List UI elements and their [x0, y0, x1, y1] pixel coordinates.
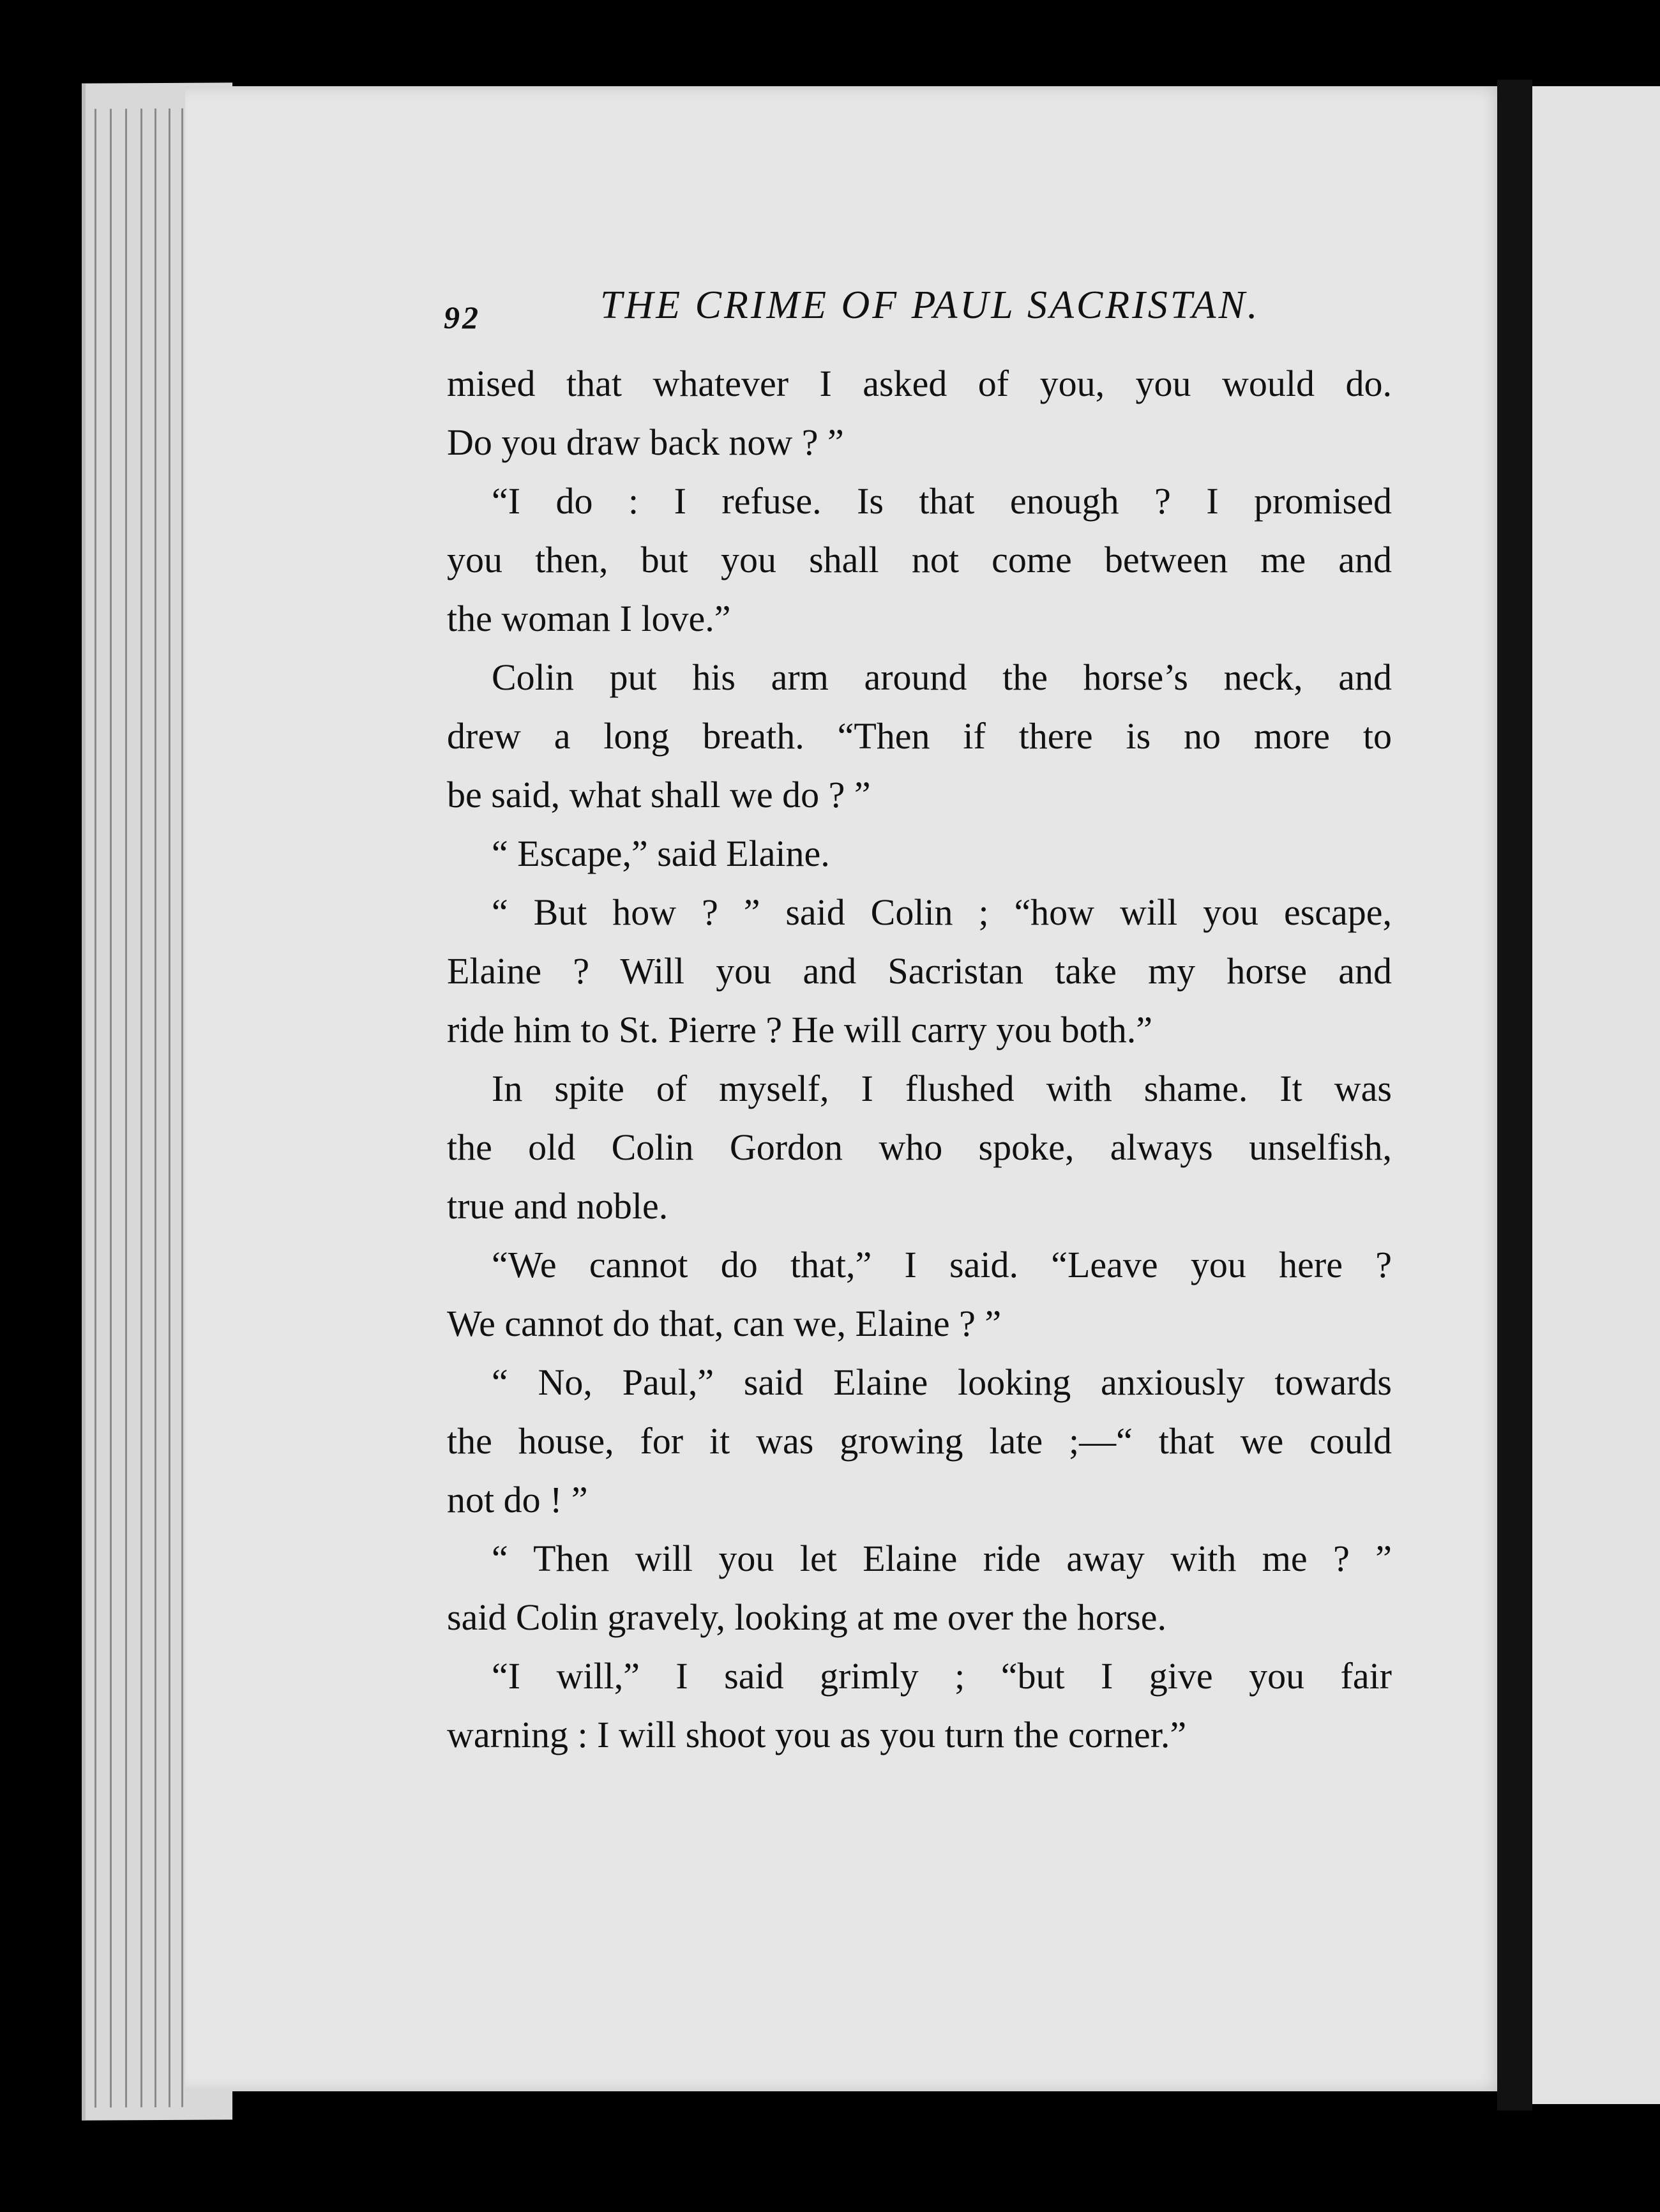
text-line: ride him to St. Pierre ? He will carry you both.” — [447, 1009, 1152, 1050]
text-line: Elaine ? Will you and Sacristan take my horse and — [447, 950, 1392, 992]
text-line: said Colin gravely, looking at me over the horse. — [447, 1596, 1166, 1638]
page-number: 92 — [444, 299, 481, 335]
text-line: “We cannot do that,” I said. “Leave you here ? — [492, 1244, 1392, 1285]
body-text — [447, 354, 1392, 1764]
text-line: not do ! ” — [447, 1479, 588, 1520]
text-line: Do you draw back now ? ” — [447, 421, 844, 463]
book-gutter — [1497, 80, 1532, 2110]
running-head — [441, 283, 1417, 340]
text-line: the house, for it was growing late ;—“ that we could — [447, 1420, 1392, 1462]
text-line: “ Escape,” said Elaine. — [492, 833, 830, 874]
text-line: drew a long breath. “Then if there is no more to — [447, 715, 1392, 757]
text-line: “ No, Paul,” said Elaine looking anxiously towards — [492, 1361, 1392, 1403]
text-line: “ But how ? ” said Colin ; “how will you escape, — [492, 891, 1392, 933]
text-line: the old Colin Gordon who spoke, always unselfish, — [447, 1126, 1392, 1168]
text-line: warning : I will shoot you as you turn the corner.” — [447, 1714, 1187, 1755]
page-edge-line — [181, 109, 183, 2107]
text-line: true and noble. — [447, 1185, 668, 1227]
text-line: you then, but you shall not come between me and — [447, 539, 1392, 580]
page-edge-line — [94, 109, 96, 2107]
text-line: be said, what shall we do ? ” — [447, 774, 871, 815]
page-edge-line — [140, 109, 142, 2107]
page-edge-line — [125, 109, 127, 2107]
text-line: mised that whatever I asked of you, you would do. — [447, 363, 1392, 404]
text-line: In spite of myself, I flushed with shame. It was — [492, 1068, 1392, 1109]
running-title: THE CRIME OF PAUL SACRISTAN. — [600, 284, 1260, 327]
page-edge-line — [110, 109, 112, 2107]
text-line: the woman I love.” — [447, 598, 731, 639]
page-edge-line — [169, 109, 170, 2107]
text-line: “I will,” I said grimly ; “but I give you fair — [492, 1655, 1392, 1697]
text-line: “ Then will you let Elaine ride away with me ? ” — [492, 1538, 1392, 1579]
page-edge-line — [155, 109, 156, 2107]
text-line: We cannot do that, can we, Elaine ? ” — [447, 1303, 1002, 1344]
text-line: Colin put his arm around the horse’s neck, and — [492, 656, 1392, 698]
text-line: “I do : I refuse. Is that enough ? I promised — [492, 480, 1392, 522]
facing-page-edge — [1532, 86, 1660, 2104]
